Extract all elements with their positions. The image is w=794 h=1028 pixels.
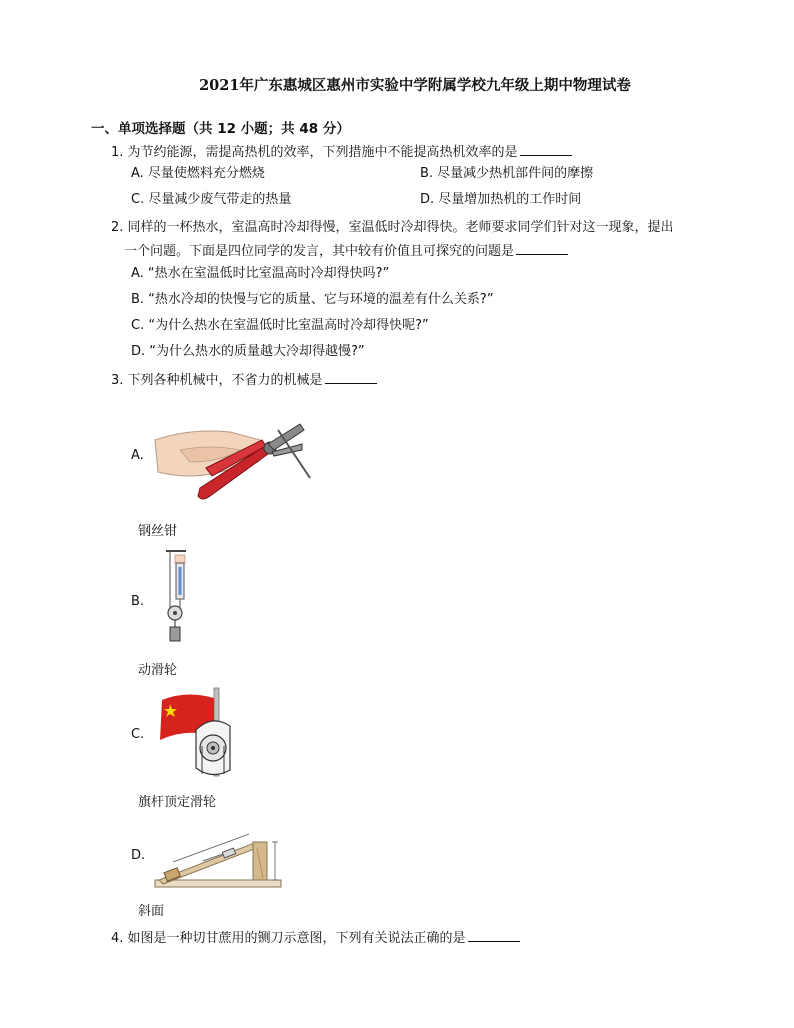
option-d-letter[interactable]: D. (131, 848, 146, 863)
question-2-option-a[interactable]: A. “热水在室温低时比室温高时冷却得快吗?” (131, 266, 390, 281)
option-c-caption: 旗杆顶定滑轮 (138, 795, 217, 810)
question-2-option-b[interactable]: B. “热水冷却的快慢与它的质量、它与环境的温差有什么关系?” (131, 292, 494, 307)
answer-blank (520, 143, 572, 156)
option-c-letter[interactable]: C. (131, 727, 145, 742)
answer-blank (325, 371, 377, 384)
question-1-stem: 1. 为节约能源，需提高热机的效率，下列措施中不能提高热机效率的是 (111, 143, 572, 162)
question-1-option-c[interactable]: C. 尽量减少废气带走的热量 (131, 192, 292, 207)
question-1-option-b[interactable]: B. 尽量减少热机部件间的摩擦 (420, 166, 594, 181)
inclined-plane-illustration (153, 828, 285, 890)
question-2-option-d[interactable]: D. “为什么热水的质量越大冷却得越慢?” (131, 344, 365, 359)
section-heading: 一、单项选择题（共 12 小题；共 48 分） (91, 121, 350, 137)
option-b-letter[interactable]: B. (131, 594, 145, 609)
question-1-option-a[interactable]: A. 尽量使燃料充分燃烧 (131, 166, 265, 181)
question-4-stem: 4. 如图是一种切甘蔗用的铡刀示意图，下列有关说法正确的是 (111, 929, 520, 948)
question-2-stem-line1: 2. 同样的一杯热水，室温高时冷却得慢，室温低时冷却得快。老师要求同学们针对这一现象，提出 (111, 220, 674, 235)
option-a-caption: 钢丝钳 (138, 524, 178, 539)
exam-title: 2021年广东惠城区惠州市实验中学附属学校九年级上期中物理试卷 (199, 77, 631, 94)
pliers-illustration (150, 410, 322, 508)
option-b-caption: 动滑轮 (138, 663, 178, 678)
option-a-letter[interactable]: A. (131, 448, 144, 463)
question-2-stem-line2: 一个问题。下面是四位同学的发言，其中较有价值且可探究的问题是 (124, 242, 568, 261)
answer-blank (468, 929, 520, 942)
question-3-stem: 3. 下列各种机械中，不省力的机械是 (111, 371, 377, 390)
question-2-option-c[interactable]: C. “为什么热水在室温低时比室温高时冷却得快呢?” (131, 318, 429, 333)
question-1-option-d[interactable]: D. 尽量增加热机的工作时间 (420, 192, 582, 207)
movable-pulley-illustration (160, 547, 194, 651)
flagpole-pulley-illustration (156, 684, 236, 779)
option-d-caption: 斜面 (138, 904, 165, 919)
answer-blank (516, 242, 568, 255)
